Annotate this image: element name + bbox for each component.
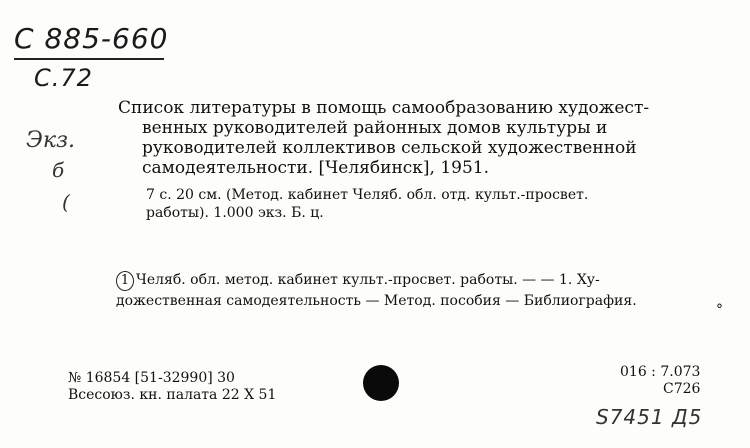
margin-note-c: ( (62, 190, 70, 214)
registration-chamber: Всесоюз. кн. палата 22 X 51 (68, 387, 277, 403)
author-mark: C726 (662, 381, 701, 397)
circled-number: 1 (116, 271, 134, 291)
physical-description (146, 186, 588, 222)
subject-line (116, 270, 726, 291)
call-number-underline (14, 58, 164, 60)
call-number-secondary: C.72 (34, 64, 93, 92)
title-line: Список литературы в помощь самообразованию художест- (118, 98, 650, 118)
margin-note-copies: Экз. (26, 128, 75, 153)
call-number-primary: C 885-660 (14, 22, 169, 55)
description-line: 7 с. 20 см. (Метод. кабинет Челяб. обл. отд. культ.-просвет. (146, 187, 589, 203)
registration-info (68, 370, 276, 404)
card-punch-hole (363, 365, 399, 401)
subject-text: Челяб. обл. метод. кабинет культ.-просвет. работы. — — 1. Ху- (136, 272, 600, 288)
subject-line: дожественная самодеятельность — Метод. пособия — Библиография. (116, 293, 637, 309)
subject-headings (116, 270, 726, 311)
inventory-number: S7451 Д5 (596, 405, 703, 429)
margin-note-b: б (52, 158, 65, 182)
registration-number: № 16854 [51-32990] 30 (68, 370, 235, 386)
classification-index (620, 364, 700, 398)
description-line: работы). 1.000 экз. Б. ц. (146, 205, 324, 221)
bibliographic-title (118, 98, 728, 178)
title-line: венных руководителей районных домов культуры и (142, 118, 608, 138)
title-line: самодеятельности. [Челябинск], 1951. (142, 158, 490, 178)
udc-index: 016 : 7.073 (620, 364, 701, 380)
title-line: руководителей коллективов сельской художественной (142, 138, 637, 158)
dot-mark: ° (716, 302, 723, 318)
